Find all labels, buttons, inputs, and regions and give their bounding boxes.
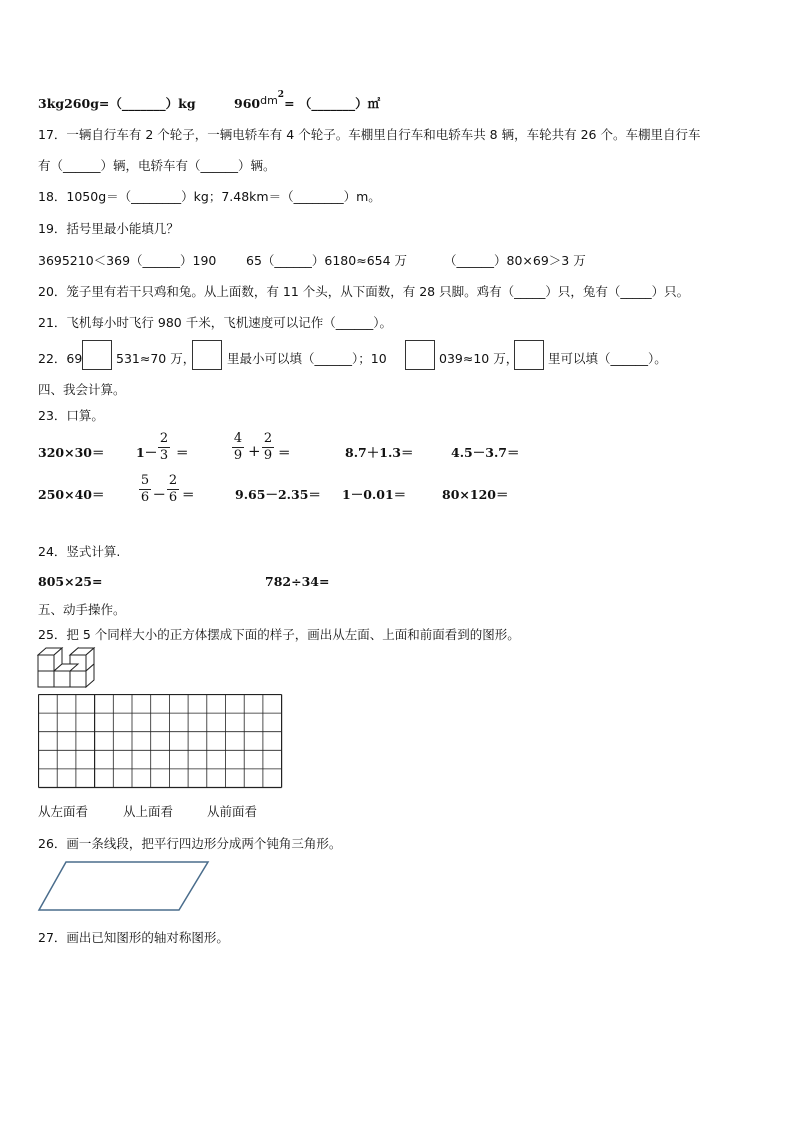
calc-6: 250×40＝ <box>38 487 105 502</box>
cube-figure <box>37 647 99 691</box>
q16-kg: 3kg260g=（_______）kg <box>38 96 196 111</box>
frac-num: 4 <box>233 431 243 446</box>
q17-line1: 17．一辆自行车有 2 个轮子，一辆电轿车有 4 个轮子。车棚里自行车和电轿车共 8 辆，车轮共有 26 个。车棚里自行车 <box>38 127 701 142</box>
q25-text: 25．把 5 个同样大小的正方体摆成下面的样子，画出从左面、上面和前面看到的图形。 <box>38 627 520 642</box>
view-label-front: 从前面看 <box>207 804 258 819</box>
frac-den: 3 <box>159 448 169 463</box>
q22-p2: 531≈70 万， <box>116 351 196 366</box>
q17-line2: 有（______）辆，电轿车有（______）辆。 <box>38 158 276 173</box>
calc-10: 80×120＝ <box>442 487 509 502</box>
q19-a: 3695210＜369（______）190 <box>38 253 217 268</box>
q19-b: 65（______）6180≈654 万 <box>246 253 408 268</box>
fraction-2-9 <box>262 432 274 463</box>
view-label-top: 从上面看 <box>123 804 174 819</box>
q16-post: = （_______）㎡ <box>284 96 381 111</box>
calc-2-op: 1－ <box>136 445 158 460</box>
q26-text: 26．画一条线段，把平行四边形分成两个钝角三角形。 <box>38 836 342 851</box>
q22-box4[interactable] <box>514 340 544 370</box>
section-4-heading: 四、我会计算。 <box>38 382 126 397</box>
frac-num: 2 <box>263 431 273 446</box>
calc-1: 320×30＝ <box>38 445 105 460</box>
frac-num: 2 <box>159 431 169 446</box>
q23-title: 23．口算。 <box>38 408 104 423</box>
q22-p5: 里可以填（______）。 <box>548 351 667 366</box>
frac-num: 2 <box>168 473 178 488</box>
parallelogram <box>36 860 212 914</box>
q22-box3[interactable] <box>405 340 435 370</box>
drawing-grid[interactable] <box>38 694 285 789</box>
fraction-2-6 <box>167 474 179 505</box>
frac-den: 6 <box>168 490 178 505</box>
view-label-left: 从左面看 <box>38 804 89 819</box>
section-5-heading: 五、动手操作。 <box>38 602 126 617</box>
q22-p4: 039≈10 万， <box>439 351 519 366</box>
q20: 20．笼子里有若干只鸡和兔。从上面数，有 11 个头，从下面数，有 28 只脚。鸡有（_____）只，兔有（_____）只。 <box>38 284 690 299</box>
q19-title: 19．括号里最小能填几？ <box>38 221 179 236</box>
fraction-5-6 <box>139 474 151 505</box>
calc-5: 4.5－3.7＝ <box>451 445 520 460</box>
frac-den: 6 <box>140 490 150 505</box>
calc-9: 1－0.01＝ <box>342 487 407 502</box>
calc-4: 8.7＋1.3＝ <box>345 445 414 460</box>
q16-unit: dm <box>260 94 278 107</box>
calc-3-eq: ＝ <box>278 445 291 460</box>
q27-text: 27．画出已知图形的轴对称图形。 <box>38 930 229 945</box>
calc-7-eq: ＝ <box>182 487 195 502</box>
calc-8: 9.65－2.35＝ <box>235 487 321 502</box>
plus-sign: + <box>248 442 261 460</box>
q22-p1: 22．69 <box>38 351 83 366</box>
q19-c: （______）80×69＞3 万 <box>444 253 586 268</box>
q16-exp: 2 <box>277 89 285 100</box>
q22-box1[interactable] <box>82 340 112 370</box>
q21: 21．飞机每小时飞行 980 千米，飞机速度可以记作（______）。 <box>38 315 392 330</box>
q24-b: 782÷34= <box>265 574 330 589</box>
fraction-2-3 <box>158 432 170 463</box>
q24-title: 24．竖式计算. <box>38 544 121 559</box>
q18: 18．1050g＝（________）kg；7.48km＝（________）m。 <box>38 189 381 204</box>
fraction-4-9 <box>232 432 244 463</box>
frac-num: 5 <box>140 473 150 488</box>
frac-den: 9 <box>233 448 243 463</box>
q22-box2[interactable] <box>192 340 222 370</box>
minus-sign: － <box>153 487 166 502</box>
q16-num: 960 <box>234 96 261 111</box>
q16-area <box>234 89 381 112</box>
q24-a: 805×25= <box>38 574 103 589</box>
frac-den: 9 <box>263 448 273 463</box>
calc-2-eq: ＝ <box>176 445 189 460</box>
q22-p3: 里最小可以填（______）；10 <box>227 351 387 366</box>
